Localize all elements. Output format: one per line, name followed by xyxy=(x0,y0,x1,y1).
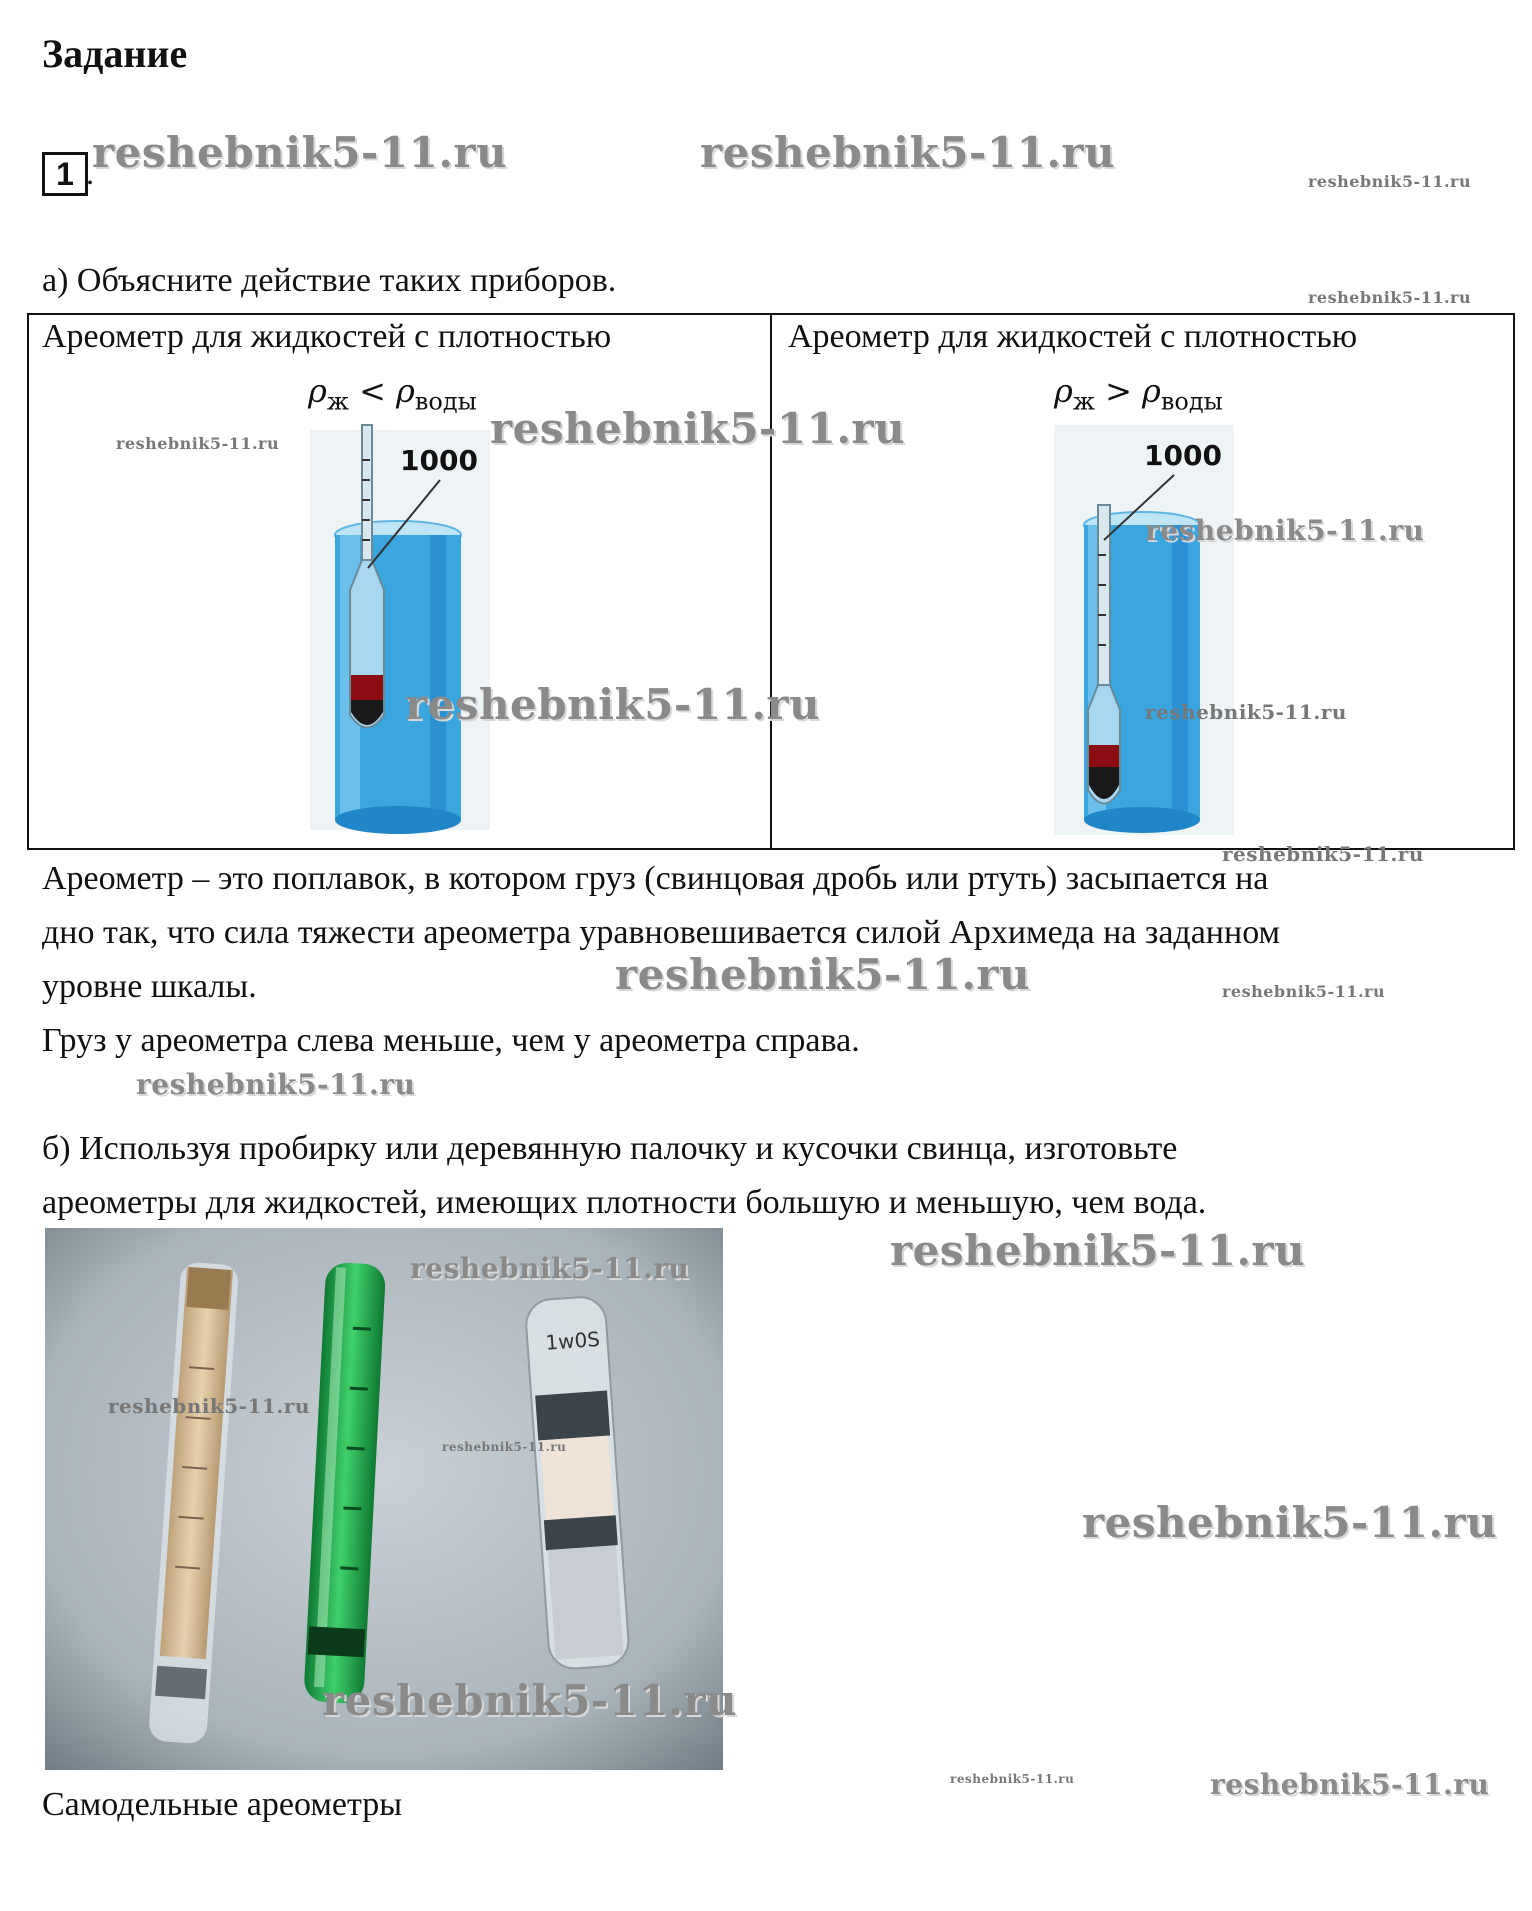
watermark: reshebnik5-11.ru xyxy=(1082,1498,1498,1547)
scale-label-1000: 1000 xyxy=(1144,439,1222,472)
watermark: reshebnik5-11.ru xyxy=(405,680,821,729)
question-a: а) Объясните действие таких приборов. xyxy=(42,262,617,299)
watermark: reshebnik5-11.ru xyxy=(1222,982,1386,1001)
task-number-box: 1 xyxy=(42,152,88,196)
tube-scale-label: 1w0S xyxy=(544,1326,601,1355)
watermark: reshebnik5-11.ru xyxy=(322,1676,738,1725)
answer-line-3: уровне шкалы. xyxy=(42,968,257,1005)
table-left-heading: Ареометр для жидкостей с плотностью xyxy=(42,318,612,355)
table-divider xyxy=(770,313,772,850)
table-right-heading: Ареометр для жидкостей с плотностью xyxy=(788,318,1358,355)
watermark: reshebnik5-11.ru xyxy=(1145,700,1347,724)
watermark: reshebnik5-11.ru xyxy=(490,404,906,453)
density-formula-greater: $\rho_ж > \rho_{воды}$ xyxy=(1054,372,1223,416)
answer-line-2: дно так, что сила тяжести ареометра уравновешивается силой Архимеда на заданном xyxy=(42,914,1281,951)
watermark: reshebnik5-11.ru xyxy=(410,1252,690,1285)
watermark: reshebnik5-11.ru xyxy=(1145,514,1425,547)
watermark: reshebnik5-11.ru xyxy=(1308,288,1472,307)
watermark: reshebnik5-11.ru xyxy=(615,950,1031,999)
watermark: reshebnik5-11.ru xyxy=(136,1068,416,1101)
watermark: reshebnik5-11.ru xyxy=(108,1394,310,1418)
hydrometer-less-dense-figure xyxy=(300,420,500,840)
watermark: reshebnik5-11.ru xyxy=(116,434,280,453)
watermark: reshebnik5-11.ru xyxy=(1308,172,1472,191)
task-number-dot: . xyxy=(86,155,94,191)
photo-caption: Самодельные ареометры xyxy=(42,1786,403,1823)
hydrometer-more-dense-figure xyxy=(1054,425,1254,845)
watermark: reshebnik5-11.ru xyxy=(1210,1768,1490,1801)
watermark: reshebnik5-11.ru xyxy=(1222,842,1424,866)
answer-line-1: Ареометр – это поплавок, в котором груз (свинцовая дробь или ртуть) засыпается на xyxy=(42,860,1269,897)
scale-label-1000: 1000 xyxy=(400,444,478,477)
watermark: reshebnik5-11.ru xyxy=(700,128,1116,177)
density-formula-less: $\rho_ж < \rho_{воды}$ xyxy=(308,372,477,416)
task-b-line-2: ареометры для жидкостей, имеющих плотности большую и меньшую, чем вода. xyxy=(42,1184,1207,1221)
watermark: reshebnik5-11.ru xyxy=(890,1226,1306,1275)
watermark: reshebnik5-11.ru xyxy=(950,1772,1075,1786)
task-b-line-1: б) Используя пробирку или деревянную палочку и кусочки свинца, изготовьте xyxy=(42,1130,1178,1167)
page-title: Задание xyxy=(42,31,188,76)
answer-line-4: Груз у ареометра слева меньше, чем у ареометра справа. xyxy=(42,1022,860,1059)
watermark: reshebnik5-11.ru xyxy=(442,1440,567,1454)
watermark: reshebnik5-11.ru xyxy=(92,128,508,177)
